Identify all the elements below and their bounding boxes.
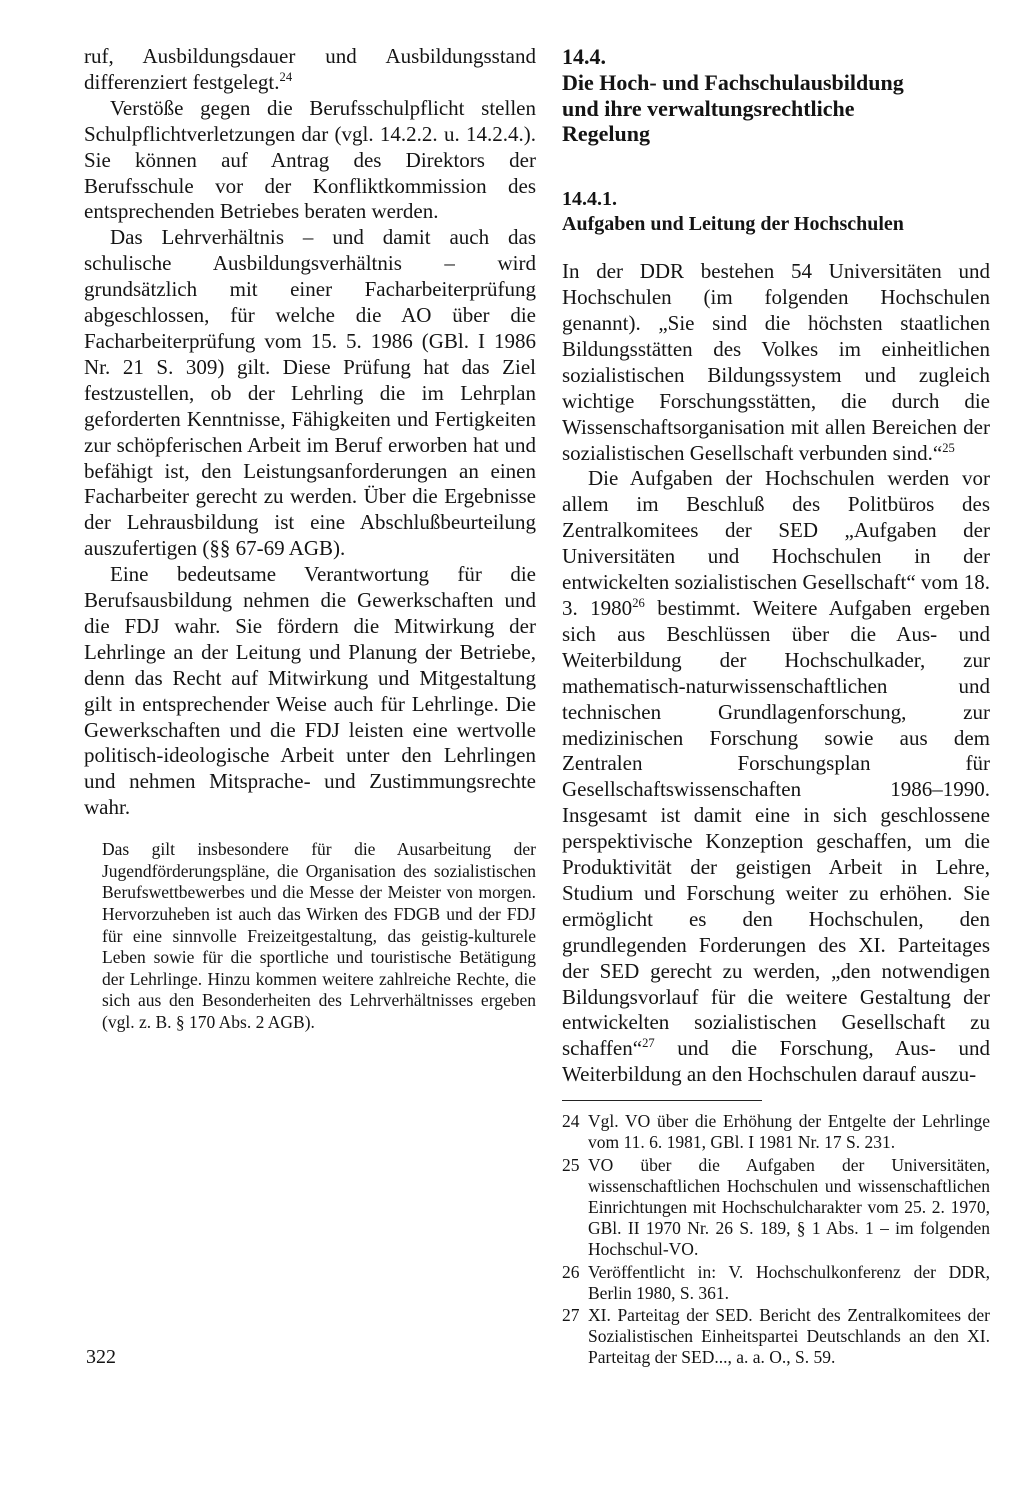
- footnotes: [562, 1111, 990, 1368]
- section-number: 14.4.: [562, 44, 606, 69]
- paragraph-1: ruf, Ausbildungsdauer und Ausbildungsstand differenziert festgelegt.$^{24}$: [84, 44, 536, 94]
- subsection-number: 14.4.1.: [562, 188, 617, 211]
- footnote-24: [562, 1111, 990, 1153]
- left-column: [84, 44, 536, 1034]
- right-column: [562, 44, 990, 1370]
- footnote-number: 24: [562, 1111, 580, 1132]
- footnote-ref-26[interactable]: 26: [632, 595, 645, 610]
- footnote-text: Veröffentlicht in: V. Hochschulkonferenz der DDR, Berlin 1980, S. 361.: [588, 1261, 990, 1303]
- footnote-ref-25[interactable]: 25: [942, 440, 955, 455]
- section-heading: [562, 44, 990, 147]
- paragraph-4: Eine bedeutsame Verantwortung für die Berufsausbildung nehmen die Gewerkschaften und die FDJ wahr. Sie fördern die Mitwirkung der Lehrlinge an der Leitung und Planung der Betriebe, denn das Recht auf Mitwirkung und Mitgestaltung gilt in entsprechender Weise auch für Lehrlinge. Die Gewerkschaften und die FDJ leisten eine wertvolle politisch-ideologische Arbeit unter den Lehrlingen und nehmen Mitsprache- und Zustimmungsrechte wahr.: [84, 562, 536, 820]
- footnote-number: 26: [562, 1261, 580, 1282]
- subsection-title: Aufgaben und Leitung der Hochschulen: [562, 213, 904, 236]
- section-paragraph-2: Die Aufgaben der Hochschulen werden vor allem im Beschluß des Politbüros des Zentralkomitees der SED „Aufgaben der Universitäten und Hochschulen in der entwickelten sozialistischen Gesellschaft“ vom 18. 3. 1980$^{26}$ bestimmt. Weitere Aufgaben ergeben sich aus Beschlüssen über die Aus- und Weiterbildung der Hochschulkader, zur mathematisch-naturwissenschaftlichen und technischen Grundlagenforschung, zur medizinischen Forschung sowie aus dem Zentralen Forschungsplan für Gesellschaftswissenschaften 1986–1990. Insgesamt ist damit eine in sich geschlossene perspektivische Konzeption geschaffen, um die Produktivität der geistigen Arbeit in Lehre, Studium und Forschung weiter zu erhöhen. Sie ermöglicht es den Hochschulen, den grundlegenden Forderungen des XI. Parteitages der SED gerecht zu werden, „den notwendigen Bildungsvorlauf für die weitere Gestaltung der entwickelten sozialistischen Gesellschaft zu schaffen“$^{27}$ und die Forschung, Aus- und Weiterbildung an den Hochschulen darauf auszu-: [562, 466, 990, 1087]
- section-paragraph-1: In der DDR bestehen 54 Universitäten und Hochschulen (im folgenden Hochschulen genannt). „Sie sind die höchsten staatlichen Bildungsstätten des Volkes im einheitlichen sozialistischen Bildungssystem und zugleich wichtige Forschungsstätten, die durch die Wissenschaftsorganisation mit allen Bereichen der sozialistischen Gesellschaft verbunden sind.“$^{25}$: [562, 259, 990, 465]
- footnote-text: XI. Parteitag der SED. Bericht des Zentralkomitees der Sozialistischen Einheitspartei Deutschlands an den XI. Parteitag der SED..., a. a. O., S. 59.: [588, 1305, 990, 1368]
- subsection-heading: [562, 187, 990, 237]
- footnote-divider: [562, 1100, 762, 1101]
- small-print-paragraph: Das gilt insbesondere für die Ausarbeitung der Jugendförderungspläne, die Organisation des sozialistischen Berufswettbewerbes und die Messe der Meister von morgen. Hervorzuheben ist auch das Wirken des FDGB und der FDJ für eine sinnvolle Freizeitgestaltung, das geistig-kulturele Leben sowie für die sportliche und touristische Betätigung der Lehrlinge. Hinzu kommen weitere zahlreiche Rechte, die sich aus den Besonderheiten des Lehrverhältnisses ergeben (vgl. z. B. § 170 Abs. 2 AGB).: [102, 839, 536, 1032]
- paragraph-2: Verstöße gegen die Berufsschulpflicht stellen Schulpflichtverletzungen dar (vgl. 14.2.2. u. 14.2.4.). Sie können auf Antrag des Direktors der Berufsschule vor der Konfliktkommission des entsprechenden Betriebes beraten werden.: [84, 95, 536, 224]
- footnote-ref-27[interactable]: 27: [642, 1036, 655, 1051]
- section-title-line-3: Regelung: [562, 121, 650, 147]
- footnote-text: VO über die Aufgaben der Universitäten, wissenschaftlichen Hochschulen und wissenschaftlichen Einrichtungen mit Hochschulcharakter vom 25. 2. 1970, GBl. II 1970 Nr. 26 S. 189, § 1 Abs. 1 – im folgenden Hochschul-VO.: [588, 1154, 990, 1260]
- footnote-ref-24[interactable]: 24: [279, 69, 293, 84]
- footnote-27: [562, 1305, 990, 1369]
- section-title-line-1: Die Hoch- und Fachschulausbildung: [562, 69, 904, 95]
- section-body: [562, 259, 990, 1088]
- section-title-line-2: und ihre verwaltungsrechtliche: [562, 95, 855, 121]
- footnote-number: 27: [562, 1305, 580, 1326]
- footnote-text: Vgl. VO über die Erhöhung der Entgelte der Lehrlinge vom 11. 6. 1981, GBl. I 1981 Nr. 17 S. 231.: [588, 1111, 990, 1153]
- paragraph-3: Das Lehrverhältnis – und damit auch das schulische Ausbildungsverhältnis – wird grundsätzlich mit einer Facharbeiterprüfung abgeschlossen, für welche die AO über die Facharbeiterprüfung vom 15. 5. 1986 (GBl. I 1986 Nr. 21 S. 309) gilt. Diese Prüfung hat das Ziel festzustellen, ob der Lehrling die im Lehrplan geforderten Kenntnisse, Fähigkeiten und Fertigkeiten zur schöpferischen Arbeit im Beruf erworben hat und befähigt ist, den Leistungsanforderungen an einen Facharbeiter gerecht zu werden. Über die Ergebnisse der Lehrausbildung ist eine Abschlußbeurteilung auszufertigen (§§ 67-69 AGB).: [84, 225, 536, 561]
- footnote-25: [562, 1155, 990, 1261]
- footnote-number: 25: [562, 1154, 580, 1175]
- footnote-26: [562, 1262, 990, 1304]
- page-number: 322: [86, 1346, 116, 1368]
